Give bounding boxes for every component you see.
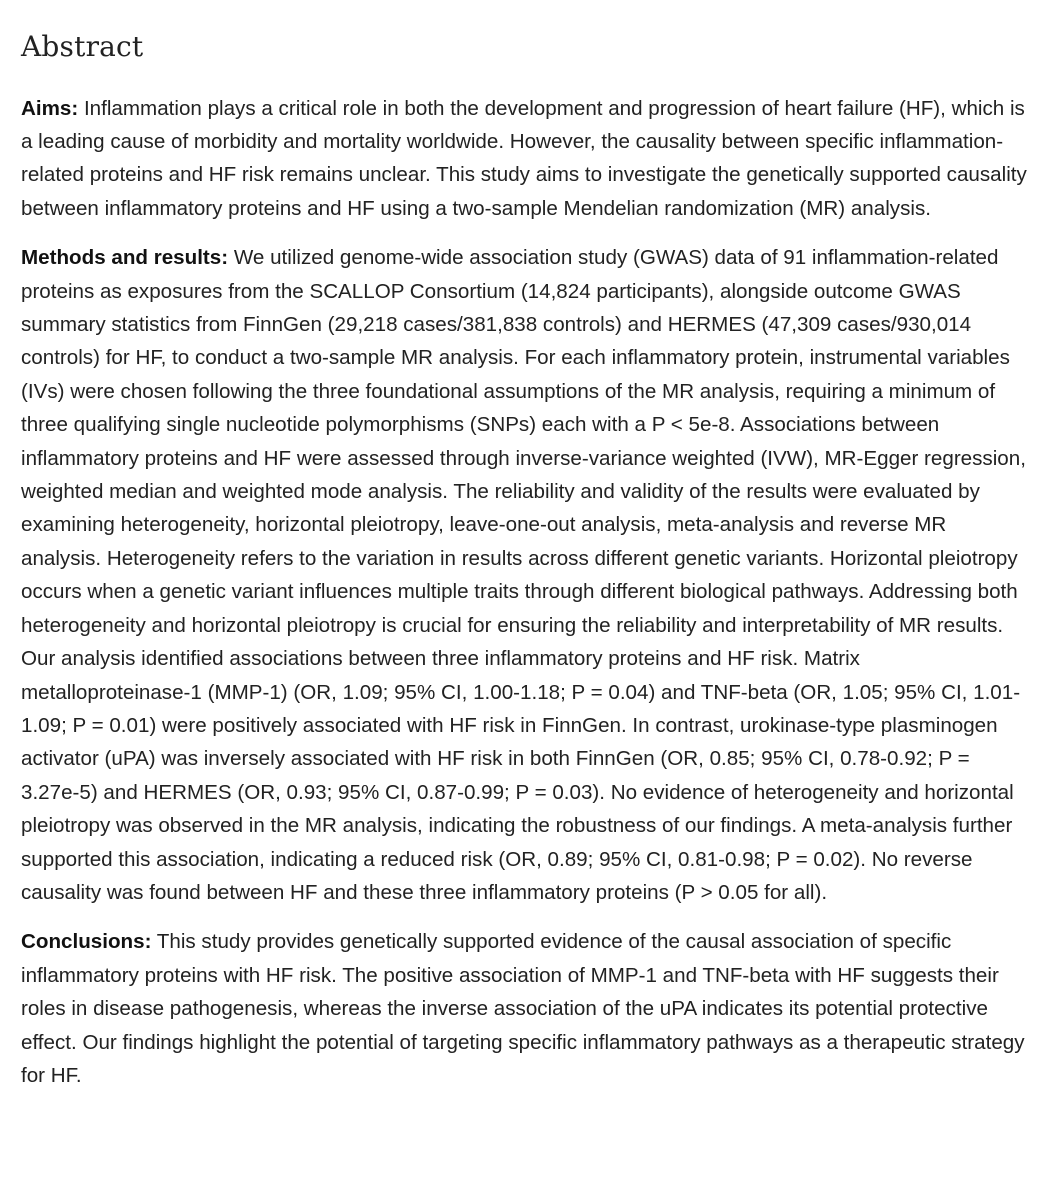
abstract-section bbox=[21, 30, 1031, 1108]
aims-label: Aims: bbox=[21, 96, 79, 120]
conclusions-text: This study provides genetically supported evidence of the causal association of specific inflammatory proteins with HF risk. The positive association of MMP-1 and TNF-beta with HF suggests their roles in disease pathogenesis, whereas the inverse association of the uPA indicates its potential protective effect. Our findings highlight the potential of targeting specific inflammatory pathways as a therapeutic strategy for HF. bbox=[21, 930, 1025, 1087]
conclusions-paragraph bbox=[21, 925, 1031, 1092]
methods-results-paragraph bbox=[21, 241, 1031, 909]
aims-paragraph bbox=[21, 92, 1031, 226]
methods-results-text: We utilized genome-wide association study (GWAS) data of 91 inflammation-related proteins as exposures from the SCALLOP Consortium (14,824 participants), alongside outcome GWAS summary statistics from FinnGen (29,218 cases/381,838 controls) and HERMES (47,309 cases/930,014 controls) for HF, to conduct a two-sample MR analysis. For each inflammatory protein, instrumental variables (IVs) were chosen following the three foundational assumptions of the MR analysis, requiring a minimum of three qualifying single nucleotide polymorphisms (SNPs) each with a P < 5e-8. Associations between inflammatory proteins and HF were assessed through inverse-variance weighted (IVW), MR-Egger regression, weighted median and weighted mode analysis. The reliability and validity of the results were evaluated by examining heterogeneity, horizontal pleiotropy, leave-one-out analysis, meta-analysis and reverse MR analysis. Heterogeneity refers to the variation in results across different genetic variants. Horizontal pleiotropy occurs when a genetic variant influences multiple traits through different biological pathways. Addressing both heterogeneity and horizontal pleiotropy is crucial for ensuring the reliability and interpretability of MR results. Our analysis identified associations between three inflammatory proteins and HF risk. Matrix metalloproteinase-1 (MMP-1) (OR, 1.09; 95% CI, 1.00-1.18; P = 0.04) and TNF-beta (OR, 1.05; 95% CI, 1.01-1.09; P = 0.01) were positively associated with HF risk in FinnGen. In contrast, urokinase-type plasminogen activator (uPA) was inversely associated with HF risk in both FinnGen (OR, 0.85; 95% CI, 0.78-0.92; P = 3.27e-5) and HERMES (OR, 0.93; 95% CI, 0.87-0.99; P = 0.03). No evidence of heterogeneity and horizontal pleiotropy was observed in the MR analysis, indicating the robustness of our findings. A meta-analysis further supported this association, indicating a reduced risk (OR, 0.89; 95% CI, 0.81-0.98; P = 0.02). No reverse causality was found between HF and these three inflammatory proteins (P > 0.05 for all). bbox=[21, 246, 1026, 904]
abstract-heading: Abstract bbox=[21, 30, 144, 63]
conclusions-label: Conclusions: bbox=[21, 930, 152, 954]
aims-text: Inflammation plays a critical role in both the development and progression of heart failure (HF), which is a leading cause of morbidity and mortality worldwide. However, the causality between specific inflammation-related proteins and HF risk remains unclear. This study aims to investigate the genetically supported causality between inflammatory proteins and HF using a two-sample Mendelian randomization (MR) analysis. bbox=[21, 96, 1027, 220]
methods-results-label: Methods and results: bbox=[21, 246, 229, 270]
